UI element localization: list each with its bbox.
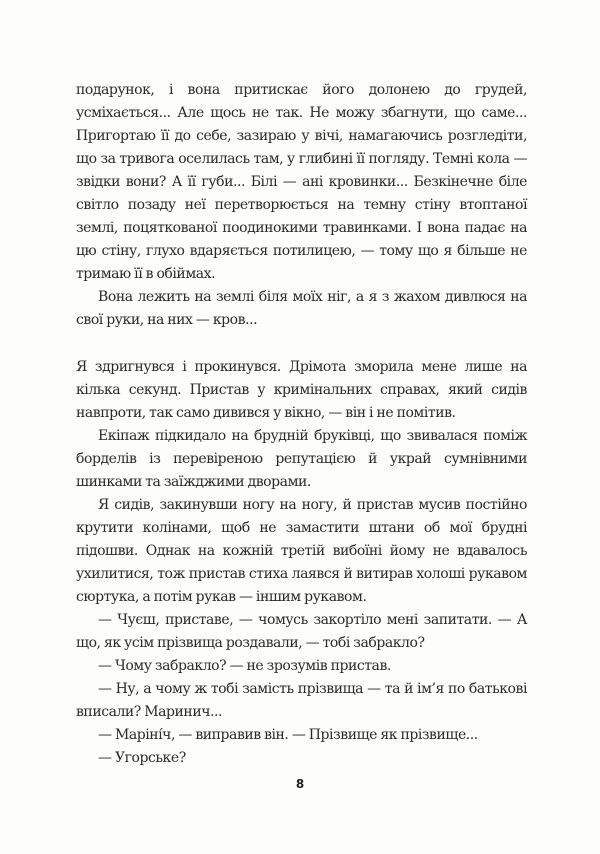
dialogue-line: — Ну, а чому ж тобі замість прізвища — та й ім’я по батькові вписали? Маринич... [76,681,527,720]
dialogue-line: — Угорське? [98,750,186,766]
dialogue-line: — Чому забракло? — не зрозумів пристав. [98,658,391,674]
paragraph: Вона лежить на землі біля моїх ніг, а я з жахом дивлюся на свої руки, на них — кров... [76,289,527,328]
dialogue-line: — Чуєш, приставе, — чомусь закортіло мені запитати. — А що, як усім прізвища роздавали, — тобі забракло? [76,612,527,651]
text-block-top [76,79,527,332]
paragraph: Я сидів, закинувши ногу на ногу, й пристав мусив постійно крутити колінами, щоб не замастити штани об мої брудні підошви. Однак на кожній третій вибоїні йому не вдавалось ухилитися, тож пристав стиха лаявся й витирав холоші рукавом сюртука, а потім рукав — іншим рукавом. [76,497,527,605]
text-block-bottom [76,356,527,770]
dialogue-line: — Маріні́ч, — виправив він. — Прізвище як прізвище... [98,727,478,743]
paragraph: Я здригнувся і прокинувся. Дрімота зморила мене лише на кілька секунд. Пристав у кримінальних справах, який сидів навпроти, так само дивився у вікно, — він і не помітив. [76,359,527,421]
paragraph: Екіпаж підкидало на брудній бруківці, що звивалася поміж борделів із перевіреною репутацією й украй сумнівними шинками та заїжджими дворами. [76,428,527,490]
paragraph: подарунок, і вона притискає його долонею до грудей, усміхається... Але щось не так. Не можу збагнути, що саме... Пригортаю її до себе, зазираю у вічі, намагаючись розгледіти, що за тривога оселилась там, у глибині її погляду. Темні кола — звідки вони? А її губи... Білі — ані кровинки... Безкінечне біле світло позаду неї перетворюється на темну стіну втоптаної землі, поцяткованої поодинокими травинками. І вона падає на цю стіну, глухо вдаряється потилицею, — тому що я більше не тримаю її в обіймах. [76,82,527,282]
page-number: 8 [295,777,305,791]
